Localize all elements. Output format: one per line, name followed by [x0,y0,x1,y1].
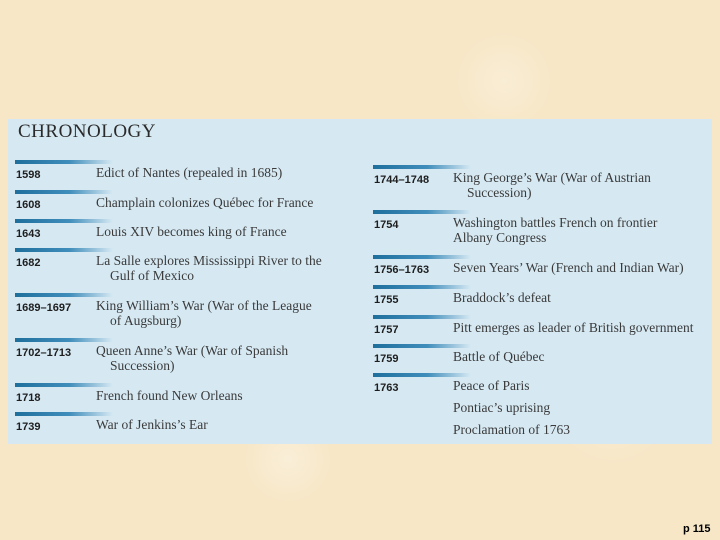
entry-text: Louis XIV becomes king of France [96,224,287,239]
timeline-bar [15,383,113,387]
entry-date: 1718 [16,392,41,404]
entry-text: Champlain colonizes Québec for France [96,195,314,210]
entry-date: 1756–1763 [374,264,430,276]
chronology-title: CHRONOLOGY [18,121,156,142]
timeline-bar [15,248,113,252]
timeline-bar [373,344,471,348]
entry-text-extra: Proclamation of 1763 [453,422,570,437]
entry-date: 1744–1748 [374,174,430,186]
entry-text-extra: Pontiac’s uprising [453,400,551,415]
timeline-bar [15,190,113,194]
entry-text: Queen Anne’s War (War of Spanish Succession) [96,343,289,373]
timeline-bar [15,293,113,297]
entry-text: Edict of Nantes (repealed in 1685) [96,165,283,180]
entry-date: 1608 [16,199,41,211]
entry-text: French found New Orleans [96,388,243,403]
entry-text: La Salle explores Mississippi River to the Gulf of Mexico [96,253,322,283]
entry-date: 1682 [16,257,41,269]
timeline-bar [373,255,471,259]
timeline-bar [373,165,471,169]
entry-date: 1757 [374,324,399,336]
entry-text: Seven Years’ War (French and Indian War) [453,260,684,275]
timeline-bar [15,412,113,416]
timeline-bar [373,210,471,214]
entry-text: Peace of Paris Pontiac’s uprising Proclamation of 1763 [453,378,570,437]
entry-text: King George’s War (War of Austrian Succession) [453,170,651,200]
entry-text: Braddock’s defeat [453,290,551,305]
entry-date: 1739 [16,421,41,433]
entry-date: 1598 [16,169,41,181]
timeline-bar [373,373,471,377]
entry-date: 1689–1697 [16,302,72,314]
entry-date: 1759 [374,353,399,365]
entry-date: 1754 [374,219,399,231]
entry-date: 1763 [374,382,399,394]
entry-text: Battle of Québec [453,349,545,364]
page-number: p 115 [683,523,711,535]
entry-text: War of Jenkins’s Ear [96,417,208,432]
timeline-bar [15,160,113,164]
entry-text: King William’s War (War of the League of Augsburg) [96,298,312,328]
entry-date: 1755 [374,294,399,306]
entry-text: Washington battles French on frontier Albany Congress [453,215,658,245]
timeline-bar [373,315,471,319]
timeline-bar [373,285,471,289]
entry-text: Pitt emerges as leader of British government [453,320,694,335]
timeline-bar [15,219,113,223]
timeline-bar [15,338,113,342]
entry-date: 1643 [16,228,41,240]
chronology-panel [8,119,712,444]
entry-date: 1702–1713 [16,347,72,359]
